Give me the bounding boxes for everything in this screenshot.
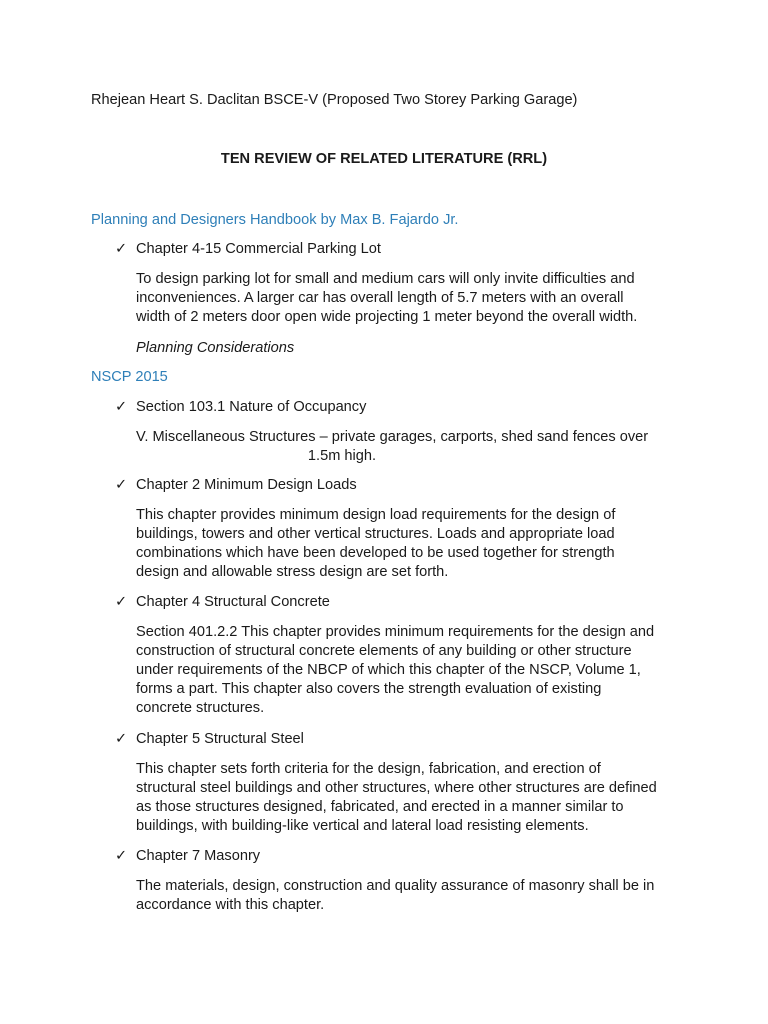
document-title: TEN REVIEW OF RELATED LITERATURE (RRL) [220, 151, 548, 167]
paragraph-line: under requirements of the NBCP of which this chapter of the NSCP, Volume 1, [136, 662, 641, 678]
paragraph-line: The materials, design, construction and quality assurance of masonry shall be in [136, 878, 655, 894]
paragraph-line: 1.5m high. [307, 448, 377, 464]
paragraph-line: design and allowable stress design are set forth. [136, 564, 449, 580]
paragraph-line: width of 2 meters door open wide projecting 1 meter beyond the overall width. [136, 309, 638, 325]
checkmark-icon: ✓ [115, 731, 128, 747]
bullet-label: Section 103.1 Nature of Occupancy [136, 399, 367, 415]
paragraph-line: construction of structural concrete elements of any building or other structure [136, 643, 632, 659]
paragraph-line: This chapter provides minimum design load requirements for the design of [136, 507, 616, 523]
bullet-label: Chapter 2 Minimum Design Loads [136, 477, 357, 493]
checkmark-icon: ✓ [115, 848, 128, 864]
paragraph-line: This chapter sets forth criteria for the design, fabrication, and erection of [136, 761, 601, 777]
bullet-item [115, 398, 366, 417]
paragraph-line: accordance with this chapter. [136, 897, 325, 913]
paragraph-line: as those structures designed, fabricated, and erected in a manner similar to [136, 799, 624, 815]
section-heading-handbook: Planning and Designers Handbook by Max B. Fajardo Jr. [91, 212, 459, 228]
paragraph [136, 877, 696, 915]
paragraph-line: inconveniences. A larger car has overall length of 5.7 meters with an overall [136, 290, 624, 306]
bullet-label: Chapter 5 Structural Steel [136, 731, 304, 747]
paragraph-line: structural steel buildings and other structures, where other structures are defined [136, 780, 657, 796]
paragraph [136, 270, 696, 327]
checkmark-icon: ✓ [115, 241, 128, 257]
subheading: Planning Considerations [136, 340, 295, 356]
paragraph-line: buildings, with building-like vertical and lateral load resisting elements. [136, 818, 589, 834]
bullet-item [115, 730, 304, 749]
paragraph-line: To design parking lot for small and medium cars will only invite difficulties and [136, 271, 635, 287]
paragraph [136, 623, 696, 718]
paragraph-line: V. Miscellaneous Structures – private garages, carports, shed sand fences over [136, 429, 649, 445]
bullet-label: Chapter 4 Structural Concrete [136, 594, 330, 610]
paragraph-line: combinations which have been developed to be used together for strength [136, 545, 615, 561]
bullet-label: Chapter 4-15 Commercial Parking Lot [136, 241, 381, 257]
checkmark-icon: ✓ [115, 399, 128, 415]
paragraph [136, 760, 696, 836]
paragraph-line: forms a part. This chapter also covers the strength evaluation of existing [136, 681, 602, 697]
bullet-item [115, 593, 330, 612]
paragraph-line: concrete structures. [136, 700, 265, 716]
bullet-item [115, 847, 260, 866]
checkmark-icon: ✓ [115, 477, 128, 493]
bullet-item [115, 240, 381, 259]
author-line: Rhejean Heart S. Daclitan BSCE-V (Proposed Two Storey Parking Garage) [91, 92, 578, 108]
paragraph [136, 428, 696, 466]
paragraph [136, 506, 696, 582]
paragraph-line: Section 401.2.2 This chapter provides minimum requirements for the design and [136, 624, 655, 640]
checkmark-icon: ✓ [115, 594, 128, 610]
paragraph-line: buildings, towers and other vertical structures. Loads and appropriate load [136, 526, 615, 542]
bullet-item [115, 476, 357, 495]
bullet-label: Chapter 7 Masonry [136, 848, 261, 864]
section-heading-nscp: NSCP 2015 [91, 369, 168, 385]
